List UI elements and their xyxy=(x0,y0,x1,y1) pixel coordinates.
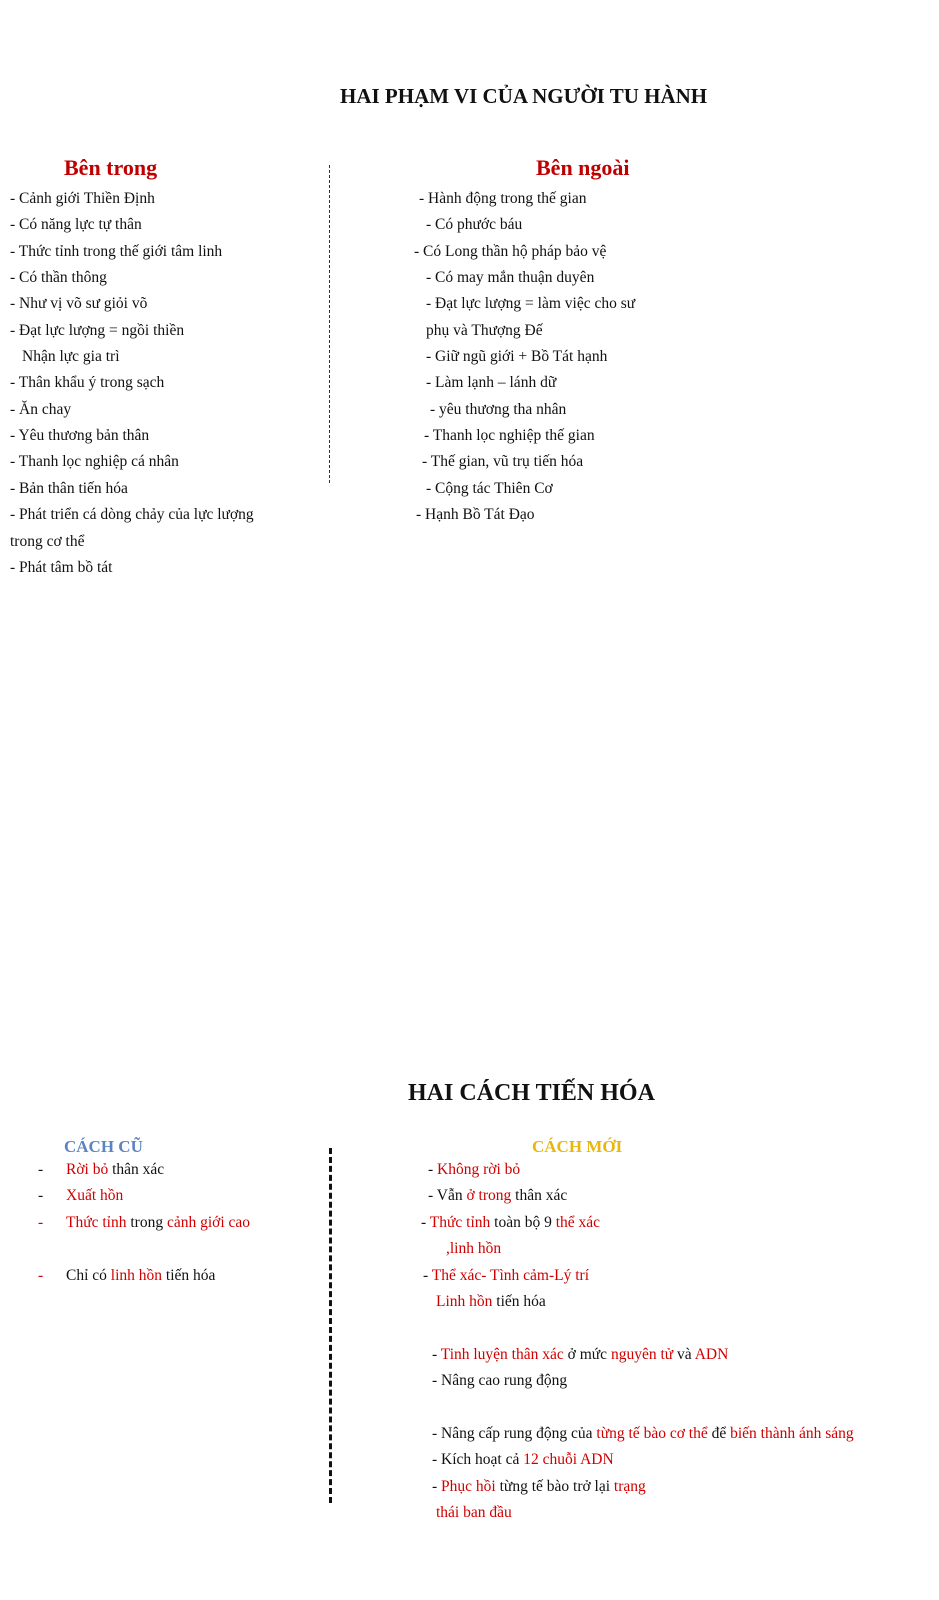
section2-title: HAI CÁCH TIẾN HÓA xyxy=(408,1080,655,1106)
text-segment: toàn bộ 9 xyxy=(490,1214,556,1231)
list-item: Nhận lực gia trì xyxy=(22,348,120,365)
section1-title: HAI PHẠM VI CỦA NGƯỜI TU HÀNH xyxy=(340,84,708,108)
list-item xyxy=(436,1505,512,1521)
list-item xyxy=(423,1268,589,1284)
list-item: - Có Long thần hộ pháp bảo vệ xyxy=(414,243,607,260)
text-segment: biến thành ánh sáng xyxy=(730,1425,854,1442)
text-segment: Phục hồi xyxy=(441,1478,496,1495)
list-item xyxy=(432,1373,567,1389)
list-item: - Đạt lực lượng = làm việc cho sư xyxy=(426,295,636,312)
text-segment: cảnh giới cao xyxy=(166,1214,251,1231)
text-segment: trạng xyxy=(613,1478,646,1495)
text-segment: Thức tỉnh xyxy=(66,1214,127,1231)
list-item xyxy=(432,1347,728,1363)
list-item: - Có năng lực tự thân xyxy=(10,216,142,233)
list-item xyxy=(421,1215,600,1231)
list-item: - Hạnh Bồ Tát Đạo xyxy=(416,506,535,523)
list-item: - Có thần thông xyxy=(10,269,107,286)
text-segment: Không rời bỏ xyxy=(437,1161,521,1178)
list-item xyxy=(66,1268,215,1284)
right-heading: Bên ngoài xyxy=(536,155,630,180)
list-item: - Làm lạnh – lánh dữ xyxy=(426,374,557,391)
list-item: phụ và Thượng Đế xyxy=(426,322,543,339)
text-segment: - Nâng cấp rung động của xyxy=(432,1425,597,1442)
list-item: - Thức tỉnh trong thế giới tâm linh xyxy=(10,243,223,260)
text-segment: - xyxy=(428,1161,438,1178)
text-segment: Thức tỉnh xyxy=(429,1214,491,1231)
list-item: - Cộng tác Thiên Cơ xyxy=(426,480,553,497)
list-item xyxy=(436,1294,546,1310)
list-item xyxy=(432,1479,646,1495)
text-segment: tiến hóa xyxy=(162,1267,216,1284)
column-divider-2 xyxy=(329,1148,332,1503)
list-item: - Thanh lọc nghiệp cá nhân xyxy=(10,453,179,470)
text-segment: ADN xyxy=(694,1346,729,1363)
text-segment: nguyên tử xyxy=(610,1346,674,1363)
text-segment: tiến hóa xyxy=(492,1293,546,1310)
list-item: - Có may mắn thuận duyên xyxy=(426,269,595,286)
bullet: - xyxy=(38,1161,44,1178)
text-segment: Xuất hồn xyxy=(66,1187,124,1204)
text-segment: Tinh luyện thân xác xyxy=(440,1346,564,1363)
text-segment: 12 chuỗi ADN xyxy=(523,1451,614,1468)
list-item xyxy=(428,1188,567,1204)
text-segment: - xyxy=(421,1214,430,1231)
left-heading: Bên trong xyxy=(64,155,158,180)
list-item: - Yêu thương bản thân xyxy=(10,427,150,444)
list-item: - Có phước báu xyxy=(426,216,523,233)
list-item xyxy=(446,1241,501,1257)
list-item: - yêu thương tha nhân xyxy=(430,401,567,418)
bullet: - xyxy=(38,1187,44,1204)
text-segment: từng tế bào cơ thể xyxy=(596,1425,708,1442)
list-item: - Thanh lọc nghiệp thế gian xyxy=(424,427,595,444)
list-item: - Thân khẩu ý trong sạch xyxy=(10,374,165,391)
text-segment: - Vẫn xyxy=(428,1187,467,1204)
text-segment: linh hồn xyxy=(110,1267,163,1284)
text-segment: Rời bỏ xyxy=(66,1161,109,1178)
text-segment: - Nâng cao rung động xyxy=(432,1372,568,1389)
text-segment: thân xác xyxy=(511,1187,568,1204)
list-item: trong cơ thể xyxy=(10,533,85,550)
list-item: - Phát tâm bồ tát xyxy=(10,559,113,576)
text-segment: Linh hồn xyxy=(436,1293,493,1310)
text-segment: ở mức xyxy=(563,1346,611,1363)
list-item: - Ăn chay xyxy=(10,401,72,418)
column-divider xyxy=(329,165,330,483)
new-way-heading: CÁCH MỚI xyxy=(532,1137,623,1156)
text-segment: trong xyxy=(126,1214,167,1231)
text-segment: để xyxy=(707,1425,731,1442)
list-item xyxy=(66,1215,250,1231)
list-item xyxy=(432,1452,614,1468)
text-segment: Thể xác- Tình cảm-Lý trí xyxy=(431,1267,589,1284)
list-item: - Như vị võ sư giỏi võ xyxy=(10,295,148,312)
list-item: - Đạt lực lượng = ngồi thiền xyxy=(10,322,185,339)
text-segment: thân xác xyxy=(108,1161,165,1178)
text-segment: - xyxy=(432,1478,442,1495)
bullet: - xyxy=(38,1267,44,1284)
list-item: - Thế gian, vũ trụ tiến hóa xyxy=(422,453,584,470)
text-segment: thái ban đầu xyxy=(436,1504,512,1521)
text-segment: - xyxy=(432,1346,441,1363)
text-segment: ,linh hồn xyxy=(446,1240,502,1257)
text-segment: - Kích hoạt cả xyxy=(432,1451,524,1468)
text-segment: Chỉ có xyxy=(66,1267,111,1284)
text-segment: và xyxy=(673,1346,695,1363)
list-item xyxy=(66,1162,164,1178)
text-segment: - xyxy=(423,1267,432,1284)
bullet: - xyxy=(38,1214,44,1231)
list-item xyxy=(428,1162,520,1178)
text-segment: từng tế bào trở lại xyxy=(495,1478,614,1495)
text-segment: ở trong xyxy=(466,1187,512,1204)
list-item: - Bản thân tiến hóa xyxy=(10,480,128,497)
old-way-heading: CÁCH CŨ xyxy=(64,1137,143,1156)
list-item xyxy=(66,1188,123,1204)
list-item: - Cảnh giới Thiền Định xyxy=(10,190,155,207)
list-item xyxy=(432,1426,854,1442)
text-segment: thể xác xyxy=(555,1214,601,1231)
list-item: - Giữ ngũ giới + Bồ Tát hạnh xyxy=(426,348,608,365)
list-item: - Hành động trong thế gian xyxy=(419,190,587,207)
list-item: - Phát triển cá dòng chảy của lực lượng xyxy=(10,506,254,523)
